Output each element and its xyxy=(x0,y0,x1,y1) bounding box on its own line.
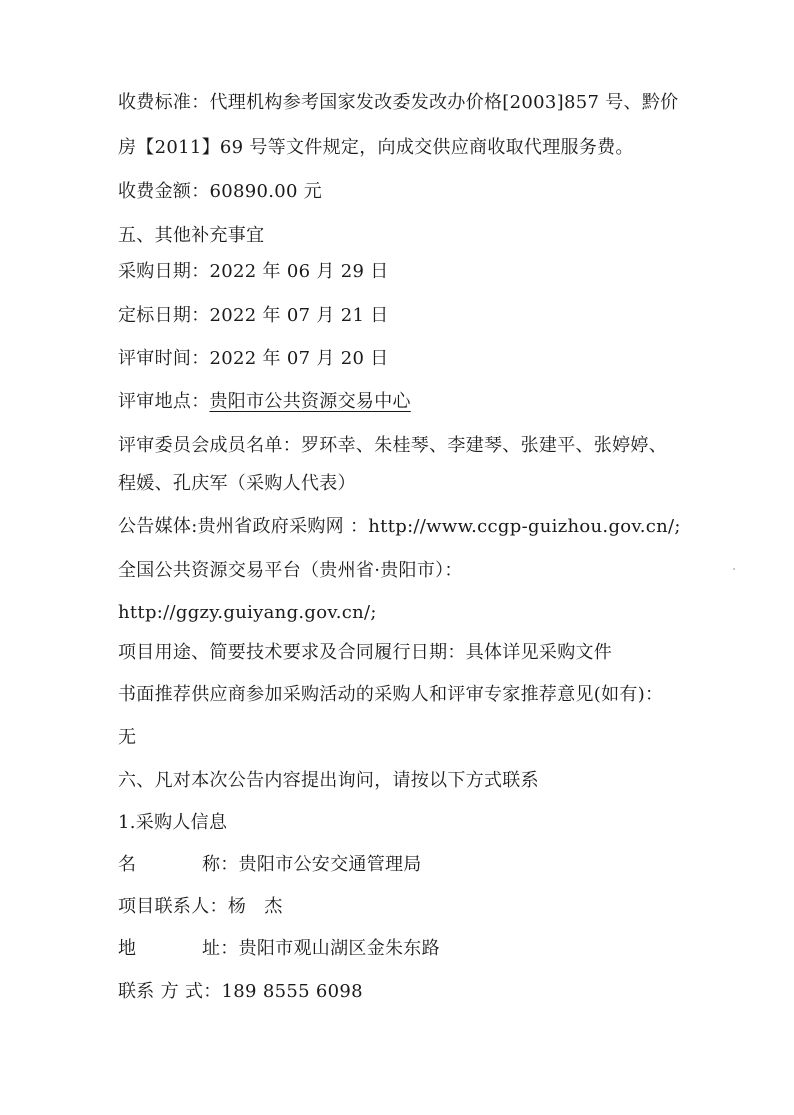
address-value: 贵阳市观山湖区金朱东路 xyxy=(238,938,440,959)
media-line-1: 公告媒体:贵州省政府采购网 ：http://www.ccgp-guizhou.gov.cn/; xyxy=(118,516,681,537)
committee-line-2: 程媛、孔庆军（采购人代表） xyxy=(118,473,356,494)
review-place-line xyxy=(118,390,411,414)
media-line-2: 全国公共资源交易平台（贵州省·贵阳市）： xyxy=(118,560,463,581)
contact-label: 项目联系人： xyxy=(118,896,228,917)
scan-speck xyxy=(733,568,735,570)
recommend-line: 书面推荐供应商参加采购活动的采购人和评审专家推荐意见(如有)： xyxy=(118,684,664,705)
section6-title: 六、凡对本次公告内容提出询问，请按以下方式联系 xyxy=(118,770,539,791)
award-date-line xyxy=(118,304,389,328)
contact-value: 杨 杰 xyxy=(227,896,283,917)
media-line-3: http://ggzy.guiyang.gov.cn/; xyxy=(118,602,377,623)
review-place-value: 贵阳市公共资源交易中心 xyxy=(209,391,411,412)
name-label-a: 名 xyxy=(118,854,137,875)
fee-standard-text-1: 代理机构参考国家发改委发改办价格[2003]857 号、黔价 xyxy=(209,92,679,113)
committee-line-1: 评审委员会成员名单：罗环幸、朱桂琴、李建琴、张建平、张婷婷、 xyxy=(118,435,667,456)
purchase-date-line xyxy=(118,260,389,284)
name-label-b: 称： xyxy=(202,854,239,875)
fee-amount-value: 60890.00 元 xyxy=(209,181,323,202)
phone-line xyxy=(118,980,363,1004)
award-date-label: 定标日期： xyxy=(118,305,210,326)
award-date-value: 2022 年 07 月 21 日 xyxy=(209,305,389,326)
fee-amount-label: 收费金额： xyxy=(118,181,210,202)
fee-amount-line xyxy=(118,180,322,204)
purchase-date-label: 采购日期： xyxy=(118,261,210,282)
review-time-value: 2022 年 07 月 20 日 xyxy=(209,348,389,369)
purchaser-name-value: 贵阳市公安交通管理局 xyxy=(238,854,422,875)
recommend-value: 无 xyxy=(118,727,137,748)
fee-standard-line-2: 房【2011】69 号等文件规定，向成交供应商收取代理服务费。 xyxy=(118,137,634,158)
contact-person-line xyxy=(118,895,283,919)
fee-standard-line-1 xyxy=(118,91,678,115)
addr-label-a: 地 xyxy=(118,938,137,959)
usage-line: 项目用途、简要技术要求及合同履行日期：具体详见采购文件 xyxy=(118,642,613,663)
address-line xyxy=(118,937,440,961)
review-time-line xyxy=(118,347,389,371)
section5-title: 五、其他补充事宜 xyxy=(118,225,265,246)
phone-value: 189 8555 6098 xyxy=(221,981,363,1002)
purchaser-name-line xyxy=(118,853,422,877)
review-time-label: 评审时间： xyxy=(118,348,210,369)
review-place-label: 评审地点： xyxy=(118,391,210,412)
fee-standard-label: 收费标准： xyxy=(118,92,210,113)
addr-label-b: 址： xyxy=(202,938,239,959)
purchase-date-value: 2022 年 06 月 29 日 xyxy=(209,261,389,282)
phone-label: 联系 方 式： xyxy=(118,981,222,1002)
purchaser-heading: 1.采购人信息 xyxy=(118,812,228,833)
